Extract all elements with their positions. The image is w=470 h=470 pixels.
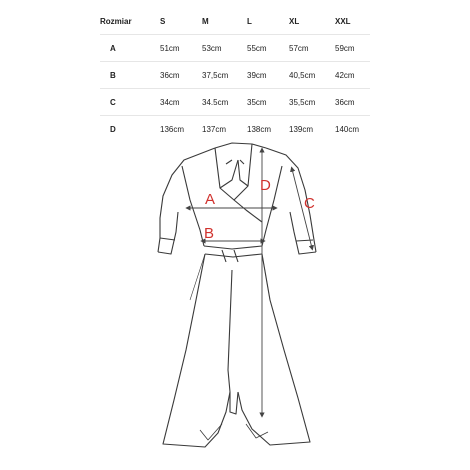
table-cell: 53cm bbox=[202, 35, 247, 62]
table-cell: 140cm bbox=[335, 116, 370, 143]
table-cell: 136cm bbox=[160, 116, 202, 143]
header-s: S bbox=[160, 16, 166, 26]
header-m: M bbox=[202, 16, 209, 26]
dress-outline bbox=[158, 143, 316, 447]
table-cell: 51cm bbox=[160, 35, 202, 62]
table-cell: 42cm bbox=[335, 62, 370, 89]
row-label: C bbox=[100, 89, 160, 116]
table-cell: 57cm bbox=[289, 35, 335, 62]
table-cell: 59cm bbox=[335, 35, 370, 62]
table-cell: 40,5cm bbox=[289, 62, 335, 89]
label-b: B bbox=[204, 225, 215, 242]
row-label: D bbox=[100, 116, 160, 143]
table-cell: 55cm bbox=[247, 35, 289, 62]
measurement-lines bbox=[188, 150, 312, 415]
table-cell: 36cm bbox=[335, 89, 370, 116]
table-cell: 34.5cm bbox=[202, 89, 247, 116]
row-label: B bbox=[100, 62, 160, 89]
table-cell: 35,5cm bbox=[289, 89, 335, 116]
table-cell: 139cm bbox=[289, 116, 335, 143]
table-cell: 35cm bbox=[247, 89, 289, 116]
label-a: A bbox=[205, 191, 216, 208]
header-xl: XL bbox=[289, 16, 300, 26]
label-d: D bbox=[260, 177, 271, 194]
table-cell: 39cm bbox=[247, 62, 289, 89]
header-xxl: XXL bbox=[335, 16, 351, 26]
table-cell: 138cm bbox=[247, 116, 289, 143]
table-cell: 34cm bbox=[160, 89, 202, 116]
table-cell: 36cm bbox=[160, 62, 202, 89]
label-c: C bbox=[304, 195, 315, 212]
header-l: L bbox=[247, 16, 252, 26]
table-cell: 137cm bbox=[202, 116, 247, 143]
row-label: A bbox=[100, 35, 160, 62]
header-size: Rozmiar bbox=[100, 16, 132, 26]
table-cell: 37,5cm bbox=[202, 62, 247, 89]
